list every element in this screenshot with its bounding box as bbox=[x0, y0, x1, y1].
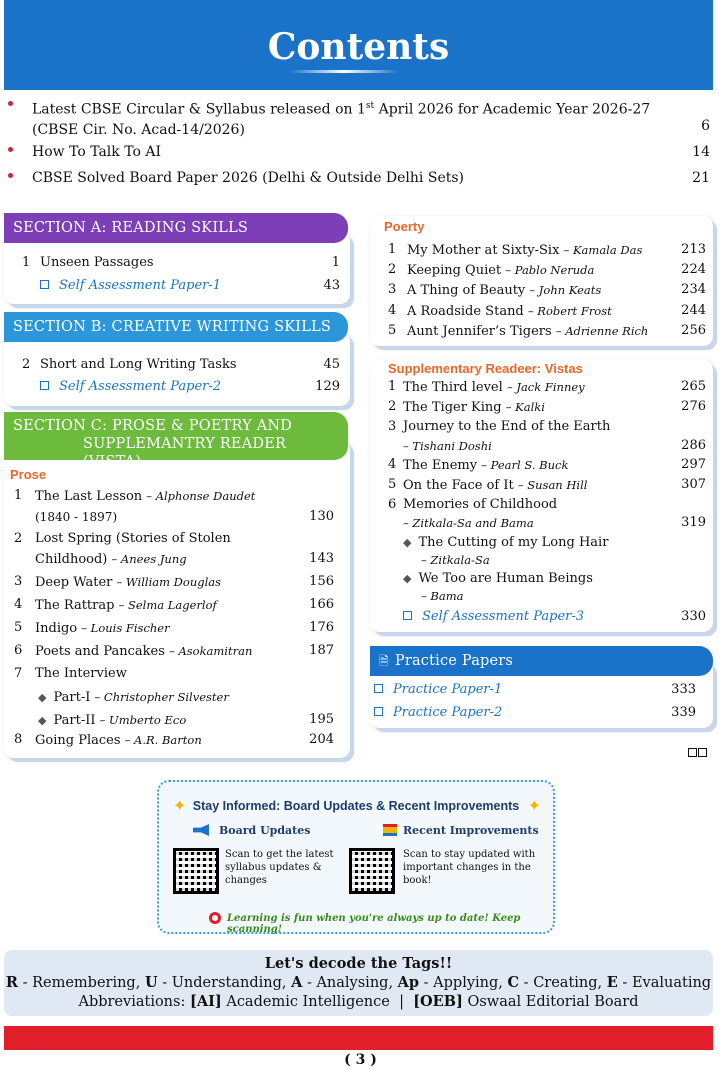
page-number: 6 bbox=[701, 118, 710, 134]
item-title: Short and Long Writing Tasks bbox=[40, 357, 237, 372]
top-item-text-line2: (CBSE Cir. No. Acad-14/2026) bbox=[32, 121, 245, 138]
page-number: 21 bbox=[692, 170, 710, 186]
qr-code-board-updates[interactable] bbox=[173, 848, 219, 894]
target-icon bbox=[209, 912, 221, 924]
item-title: The Interview bbox=[35, 666, 127, 681]
tag-meaning: - Analysing, bbox=[302, 975, 398, 991]
page-number: 1 bbox=[331, 255, 340, 270]
tags-legend bbox=[4, 950, 713, 1016]
item-author: – Pearl S. Buck bbox=[481, 458, 569, 472]
page-number: 330 bbox=[681, 609, 706, 624]
section-a-heading: SECTION A: READING SKILLS bbox=[4, 213, 348, 243]
tag-meaning: - Evaluating bbox=[617, 975, 712, 991]
vistas-label: Supplementary Readeer: Vistas bbox=[388, 361, 583, 376]
footer-red-bar bbox=[4, 1026, 713, 1050]
item-number: 5 bbox=[388, 323, 397, 338]
top-item-circular[interactable] bbox=[8, 96, 713, 136]
page-number: 166 bbox=[309, 597, 334, 612]
bullet-icon bbox=[8, 173, 13, 178]
item-title: Keeping Quiet bbox=[407, 263, 502, 278]
toc-row-cont bbox=[403, 514, 706, 533]
item-title: Self Assessment Paper-2 bbox=[59, 379, 222, 394]
page-number: 256 bbox=[681, 323, 706, 338]
item-title: My Mother at Sixty-Six bbox=[407, 243, 560, 258]
item-title: The Rattrap bbox=[35, 598, 115, 613]
megaphone-icon bbox=[193, 824, 209, 836]
checkbox-icon bbox=[40, 280, 49, 289]
updates-info-box bbox=[157, 780, 555, 934]
section-b-heading: SECTION B: CREATIVE WRITING SKILLS bbox=[4, 312, 348, 342]
diamond-bullet-icon: ◆ bbox=[403, 536, 412, 549]
superscript: st bbox=[365, 101, 375, 111]
toc-row-cont bbox=[421, 551, 706, 570]
toc-row[interactable] bbox=[40, 378, 340, 396]
page-number: 333 bbox=[671, 682, 696, 697]
toc-row-cont bbox=[403, 437, 706, 456]
page-number: 195 bbox=[309, 712, 334, 727]
diamond-bullet-icon: ◆ bbox=[403, 572, 412, 585]
board-updates-text-line: Scan to get the latest bbox=[225, 849, 334, 860]
item-author: – William Douglas bbox=[116, 575, 222, 589]
section-c-heading-line1: SECTION C: PROSE & POETRY AND bbox=[13, 418, 293, 434]
item-title: Journey to the End of the Earth bbox=[403, 419, 611, 434]
checkbox-icon bbox=[40, 381, 49, 390]
item-number: 2 bbox=[388, 399, 397, 414]
item-title: Lost Spring (Stories of Stolen bbox=[35, 531, 231, 546]
toc-row[interactable] bbox=[403, 570, 706, 588]
book-icon bbox=[383, 824, 397, 836]
item-number: 1 bbox=[388, 379, 397, 394]
tags-line-1 bbox=[4, 974, 713, 991]
item-author: – Kalki bbox=[505, 400, 545, 414]
page-number: 297 bbox=[681, 457, 706, 472]
item-title: Memories of Childhood bbox=[403, 497, 558, 512]
page-number: 156 bbox=[309, 574, 334, 589]
tag-meaning: - Applying, bbox=[419, 975, 508, 991]
page-title: Contents bbox=[267, 26, 450, 68]
item-title: Self Assessment Paper-3 bbox=[422, 609, 585, 624]
board-updates-text-line: syllabus updates & bbox=[225, 862, 322, 873]
item-title: A Roadside Stand bbox=[407, 304, 524, 319]
item-number: 1 bbox=[22, 255, 31, 270]
page-number: 276 bbox=[681, 399, 706, 414]
page-number: 14 bbox=[692, 144, 710, 160]
item-title: Part-I bbox=[53, 690, 91, 705]
diamond-bullet-icon: ◆ bbox=[38, 691, 47, 704]
top-item-text-cont: April 2026 for Academic Year 2026-27 bbox=[374, 101, 651, 118]
tag-code: C bbox=[507, 974, 520, 991]
item-number: 4 bbox=[388, 303, 397, 318]
bullet-icon bbox=[8, 147, 13, 152]
item-author: – Pablo Neruda bbox=[505, 263, 595, 277]
item-author: – Kamala Das bbox=[563, 243, 643, 257]
item-author: – Louis Fischer bbox=[81, 621, 170, 635]
item-title: Poets and Pancakes bbox=[35, 644, 165, 659]
page-number: 319 bbox=[681, 515, 706, 530]
toc-row[interactable] bbox=[403, 534, 706, 552]
item-author: – Zitkala-Sa bbox=[421, 553, 490, 567]
tag-meaning: - Understanding, bbox=[157, 975, 292, 991]
item-title: Aunt Jennifer’s Tigers bbox=[407, 324, 552, 339]
page-number: 43 bbox=[323, 278, 340, 293]
item-title: Practice Paper-1 bbox=[393, 682, 503, 697]
page-number-footer: ( 3 ) bbox=[344, 1052, 377, 1068]
item-author: – Robert Frost bbox=[527, 304, 612, 318]
diamond-bullet-icon: ◆ bbox=[38, 714, 47, 727]
item-author: – Adrienne Rich bbox=[555, 324, 649, 338]
page-number: 234 bbox=[681, 282, 706, 297]
page-number: 213 bbox=[681, 242, 706, 257]
sparkle-icon: ✦ bbox=[173, 796, 187, 815]
item-title-line2: Childhood) bbox=[35, 552, 108, 567]
item-number: 3 bbox=[14, 574, 23, 589]
tags-title: Let's decode the Tags!! bbox=[264, 955, 453, 972]
item-number: 3 bbox=[388, 282, 397, 297]
item-title: The Cutting of my Long Hair bbox=[418, 535, 609, 550]
practice-heading-text: Practice Papers bbox=[394, 653, 514, 669]
toc-row[interactable] bbox=[40, 277, 340, 295]
item-author: – Christopher Silvester bbox=[94, 690, 229, 704]
abbrev-prefix: Abbreviations: bbox=[78, 994, 190, 1010]
recent-improvements-text-line: book! bbox=[403, 875, 432, 886]
recent-improvements-text-line: Scan to stay updated with bbox=[403, 849, 536, 860]
toc-row[interactable] bbox=[38, 688, 334, 707]
page-number: 176 bbox=[309, 620, 334, 635]
top-item-board-paper[interactable] bbox=[8, 168, 713, 188]
page-number: 339 bbox=[671, 705, 696, 720]
item-author: – Anees Jung bbox=[111, 552, 187, 566]
item-title: Part-II bbox=[53, 713, 96, 728]
item-number: 6 bbox=[388, 497, 397, 512]
toc-row[interactable] bbox=[374, 704, 696, 722]
board-updates-text bbox=[225, 848, 334, 887]
toc-row[interactable] bbox=[38, 711, 334, 730]
toc-row-cont bbox=[35, 508, 334, 526]
item-author: – Jack Finney bbox=[506, 380, 585, 394]
item-number: 1 bbox=[388, 242, 397, 257]
page-number: 286 bbox=[681, 438, 706, 453]
item-title: The Enemy bbox=[403, 458, 478, 473]
page-number: 307 bbox=[681, 477, 706, 492]
page-number: 244 bbox=[681, 303, 706, 318]
item-title: Self Assessment Paper-1 bbox=[59, 278, 222, 293]
item-title: Deep Water bbox=[35, 575, 113, 590]
document-icon: 🗎 bbox=[379, 654, 389, 668]
info-box-footer: Learning is fun when you're always up to date! Keep scanning! bbox=[227, 913, 521, 935]
item-number: 2 bbox=[14, 531, 23, 546]
tag-code: R bbox=[5, 974, 18, 991]
toc-row-cont bbox=[35, 550, 334, 569]
tag-code: A bbox=[291, 974, 303, 991]
item-title: On the Face of It bbox=[403, 478, 514, 493]
page-number: 45 bbox=[323, 357, 340, 372]
item-number: 3 bbox=[388, 419, 397, 434]
item-number: 2 bbox=[388, 262, 397, 277]
item-title: Indigo bbox=[35, 621, 78, 636]
item-title: The Third level bbox=[403, 380, 503, 395]
board-updates-text-line: changes bbox=[225, 875, 267, 886]
title-underline bbox=[289, 70, 399, 73]
abbrev-code: [OEB] bbox=[413, 993, 463, 1010]
item-number: 2 bbox=[22, 357, 31, 372]
page-number: 224 bbox=[681, 262, 706, 277]
item-author: – Alphonse Daudet bbox=[146, 489, 256, 503]
practice-heading bbox=[370, 646, 713, 676]
item-number: 4 bbox=[388, 457, 397, 472]
board-updates-heading: Board Updates bbox=[219, 824, 311, 837]
abbrev-meaning: Oswaal Editorial Board bbox=[462, 994, 639, 1010]
item-number: 5 bbox=[388, 477, 397, 492]
tag-meaning: - Creating, bbox=[519, 975, 607, 991]
item-author: – Tishani Doshi bbox=[403, 439, 492, 453]
item-title: We Too are Human Beings bbox=[418, 571, 593, 586]
item-title: A Thing of Beauty bbox=[407, 283, 526, 298]
title-banner bbox=[4, 0, 713, 90]
item-author: – Selma Lagerlof bbox=[118, 598, 217, 612]
toc-row[interactable] bbox=[374, 681, 696, 699]
page-number: 204 bbox=[309, 732, 334, 747]
info-box-title: Stay Informed: Board Updates & Recent Improvements bbox=[192, 799, 520, 813]
section-c-heading-line2: SUPPLEMANTRY READER (VISTA) bbox=[83, 436, 287, 470]
item-number: 5 bbox=[14, 620, 23, 635]
toc-row[interactable] bbox=[403, 608, 706, 626]
item-number: 7 bbox=[14, 666, 23, 681]
recent-improvements-text-line: important changes in the bbox=[403, 862, 531, 873]
page-number: 187 bbox=[309, 643, 334, 658]
top-item-text: CBSE Solved Board Paper 2026 (Delhi & Outside Delhi Sets) bbox=[32, 170, 465, 186]
checkbox-icon bbox=[403, 611, 412, 620]
recent-improvements-text bbox=[403, 848, 535, 887]
page-number: 130 bbox=[309, 509, 334, 524]
poetry-label: Poerty bbox=[384, 219, 425, 234]
item-author: – Bama bbox=[421, 589, 464, 603]
item-author: – John Keats bbox=[529, 283, 602, 297]
prose-label: Prose bbox=[10, 467, 47, 482]
item-number: 1 bbox=[14, 488, 23, 503]
tag-code: U bbox=[144, 974, 158, 991]
item-title: The Last Lesson bbox=[35, 489, 143, 504]
item-number: 6 bbox=[14, 643, 23, 658]
item-author: – Zitkala-Sa and Bama bbox=[403, 516, 534, 530]
top-item-text: Latest CBSE Circular & Syllabus released on 1 bbox=[32, 101, 366, 118]
item-title: Practice Paper-2 bbox=[393, 705, 503, 720]
top-item-ai[interactable] bbox=[8, 142, 713, 162]
qr-code-recent-improvements[interactable] bbox=[349, 848, 395, 894]
top-item-text: How To Talk To AI bbox=[32, 144, 161, 160]
section-c-heading bbox=[4, 412, 348, 470]
tag-code: E bbox=[606, 974, 618, 991]
item-number: 8 bbox=[14, 732, 23, 747]
tag-meaning: - Remembering, bbox=[17, 975, 145, 991]
page-number: 265 bbox=[681, 379, 706, 394]
item-author: – A.R. Barton bbox=[124, 733, 202, 747]
abbrev-code: [AI] bbox=[189, 993, 222, 1010]
toc-row-cont bbox=[421, 587, 706, 606]
recent-improvements-heading: Recent Improvements bbox=[403, 824, 539, 837]
checkbox-icon bbox=[374, 684, 383, 693]
tag-code: Ap bbox=[397, 974, 420, 991]
item-title: Going Places bbox=[35, 733, 121, 748]
bullet-icon bbox=[8, 101, 13, 106]
item-subtitle: (1840 - 1897) bbox=[35, 510, 118, 524]
sparkle-icon: ✦ bbox=[527, 796, 541, 815]
item-author: – Susan Hill bbox=[517, 478, 588, 492]
end-mark-icon bbox=[688, 742, 707, 761]
page-number: 129 bbox=[315, 379, 340, 394]
abbrev-meaning: Academic Intelligence | bbox=[221, 994, 414, 1010]
page-number: 143 bbox=[309, 551, 334, 566]
tags-line-2 bbox=[4, 993, 713, 1010]
checkbox-icon bbox=[374, 707, 383, 716]
item-author: – Asokamitran bbox=[169, 644, 253, 658]
item-number: 4 bbox=[14, 597, 23, 612]
item-title: Unseen Passages bbox=[40, 255, 154, 270]
item-title: The Tiger King bbox=[403, 400, 502, 415]
item-author: – Umberto Eco bbox=[99, 713, 187, 727]
